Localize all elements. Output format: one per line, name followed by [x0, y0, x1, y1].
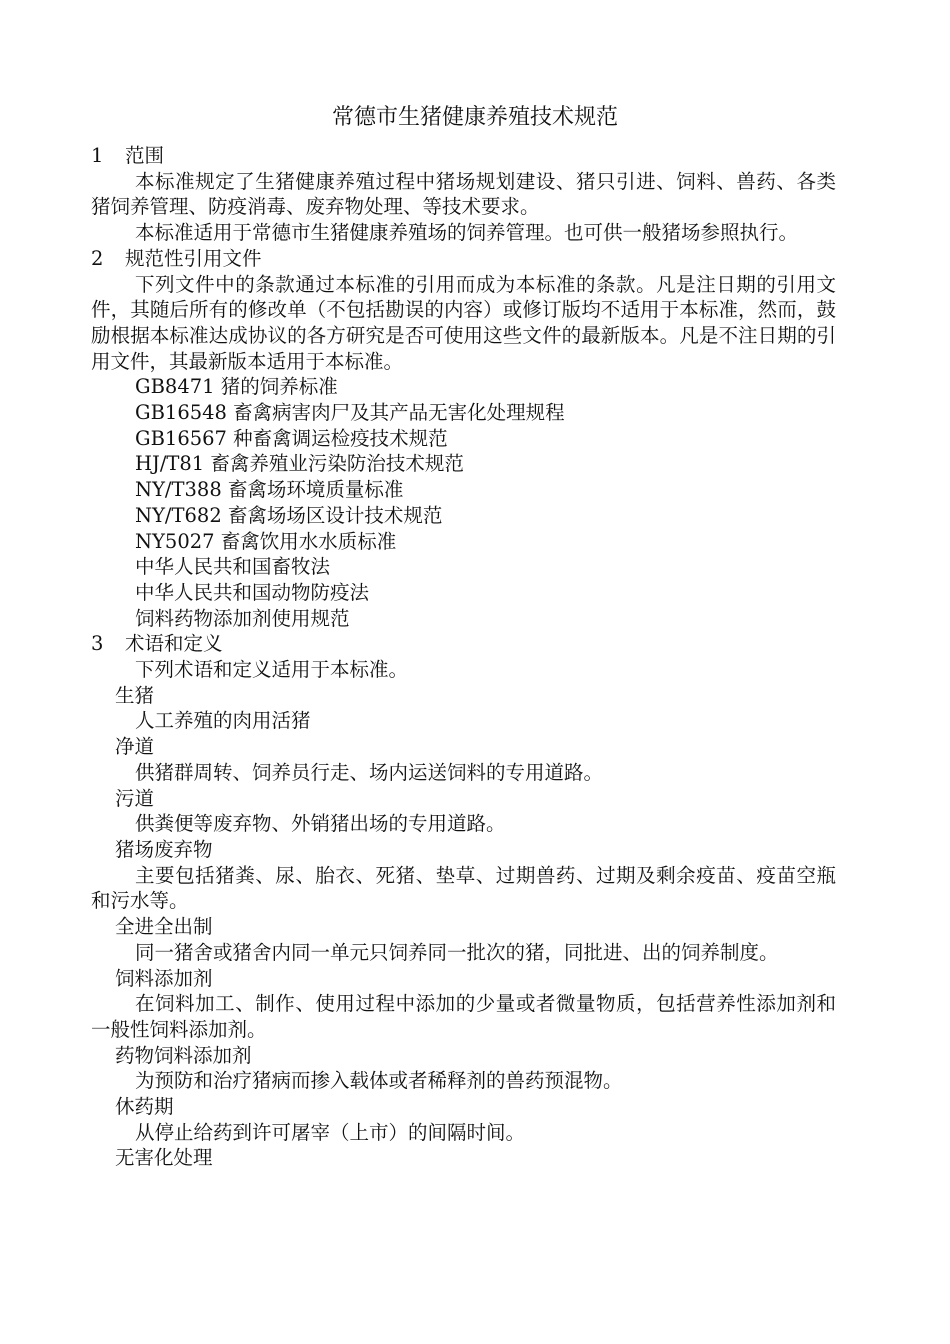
reference-item: HJ/T81 畜禽养殖业污染防治技术规范 [135, 452, 464, 476]
term-title: 污道 [115, 786, 155, 810]
term-definition: 同一猪舍或猪舍内同一单元只饲养同一批次的猪，同批进、出的饲养制度。 [135, 940, 779, 964]
section-title: 范围 [125, 144, 165, 167]
section-heading-references [91, 246, 836, 272]
term-definition: 人工养殖的肉用活猪 [135, 709, 311, 733]
reference-item: NY5027 畜禽饮用水水质标准 [135, 529, 397, 553]
reference-item: GB8471 猪的饲养标准 [135, 375, 338, 399]
reference-item: NY/T682 畜禽场场区设计技术规范 [135, 503, 443, 527]
term-definition: 从停止给药到许可屠宰（上市）的间隔时间。 [135, 1120, 526, 1144]
reference-item: 饲料药物添加剂使用规范 [135, 606, 350, 630]
reference-item: 中华人民共和国动物防疫法 [135, 580, 370, 604]
term-title: 净道 [115, 735, 155, 759]
term-definition: 主要包括猪粪、尿、胎衣、死猪、垫草、过期兽药、过期及剩余疫苗、疫苗空瓶和污水等。 [91, 863, 836, 913]
reference-item: GB16567 种畜禽调运检疫技术规范 [135, 426, 448, 450]
term-title: 饲料添加剂 [115, 966, 213, 990]
reference-item: 中华人民共和国畜牧法 [135, 555, 331, 579]
document-title: 常德市生猪健康养殖技术规范 [331, 105, 618, 130]
section-number: 1 [91, 144, 104, 167]
paragraph: 本标准规定了生猪健康养殖过程中猪场规划建设、猪只引进、饲料、兽药、各类猪饲养管理、防疫消毒、废弃物处理、等技术要求。 [91, 169, 836, 219]
reference-item: GB16548 畜禽病害肉尸及其产品无害化处理规程 [135, 401, 565, 425]
term-title: 生猪 [115, 683, 155, 707]
term-title: 猪场废弃物 [115, 837, 213, 861]
paragraph: 下列文件中的条款通过本标准的引用而成为本标准的条款。凡是注日期的引用文件，其随后所有的修改单（不包括勘误的内容）或修订版均不适用于本标准，然而，鼓励根据本标准达成协议的各方研究是否可使用这些文件的最新版本。凡是不注日期的引用文件，其最新版本适用于本标准。 [91, 272, 836, 373]
term-title: 药物饲料添加剂 [115, 1043, 252, 1067]
term-title: 休药期 [115, 1095, 174, 1119]
section-title: 术语和定义 [125, 632, 223, 656]
section-number: 3 [91, 632, 104, 656]
term-definition: 为预防和治疗猪病而掺入载体或者稀释剂的兽药预混物。 [135, 1069, 623, 1093]
document-body [91, 143, 836, 1171]
section-title: 规范性引用文件 [125, 246, 262, 270]
paragraph: 下列术语和定义适用于本标准。 [135, 658, 409, 682]
term-title: 无害化处理 [115, 1146, 213, 1170]
section-heading-scope [91, 143, 836, 169]
reference-item: NY/T388 畜禽场环境质量标准 [135, 478, 404, 502]
paragraph: 本标准适用于常德市生猪健康养殖场的饲养管理。也可供一般猪场参照执行。 [135, 221, 799, 245]
term-definition: 供猪群周转、饲养员行走、场内运送饲料的专用道路。 [135, 760, 604, 784]
section-heading-terms [91, 631, 836, 657]
section-number: 2 [91, 246, 104, 270]
term-definition: 在饲料加工、制作、使用过程中添加的少量或者微量物质，包括营养性添加剂和一般性饲料添加剂。 [91, 992, 836, 1041]
term-title: 全进全出制 [115, 915, 213, 939]
term-definition: 供粪便等废弃物、外销猪出场的专用道路。 [135, 812, 506, 836]
